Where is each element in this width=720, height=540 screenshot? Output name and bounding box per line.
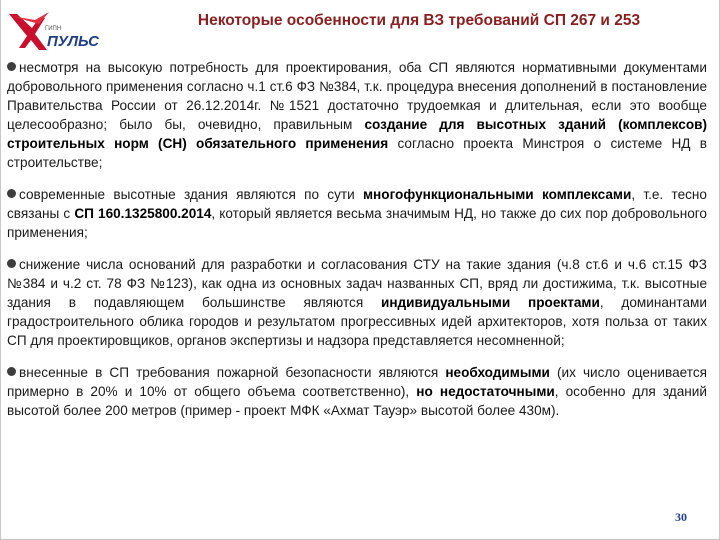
bullet-item: [7, 255, 707, 350]
slide-title: Некоторые особенности для ВЗ требований СП 267 и 253: [197, 12, 641, 29]
bullet-item: [7, 363, 707, 420]
bullet-icon: [7, 259, 16, 268]
text-segment: , который является весьма значимым НД, но также до сих пор добровольного применения;: [7, 206, 707, 240]
text-segment: внесенные в СП требования пожарной безопасности являются: [19, 365, 446, 380]
bold-text: необходимыми: [445, 365, 550, 380]
text-segment: , доминантами градостроительного облика городов и результатом прогрессивных идей архитекторов, хотя польза от таких СП для проектировщиков, органов экспертизы и надзора представляется несомненной;: [7, 295, 707, 348]
text-segment: , т.е. тесно связаны с: [7, 187, 707, 221]
bullet-item: [7, 58, 707, 172]
text-segment: снижение числа оснований для разработки и согласования СТУ на такие здания (ч.8 ст.6 и ч.6 ст.15 ФЗ №384 и ч.2 ст. 78 ФЗ №123), как одна из основных задач названных СП, вряд ли достижима, т.к. высотные здания в подавляющем большинстве являются: [7, 257, 707, 310]
text-segment: (их число оценивается примерно в 20% и 10% от общего объема соответственно),: [7, 365, 707, 399]
text-segment: , особенно для зданий высотой более 200 метров (пример - проект МФК «Ахмат Тауэр» высотой более 430м).: [7, 384, 707, 418]
bold-text: но недостаточными: [416, 384, 555, 399]
bullet-icon: [7, 367, 16, 376]
page-number: 30: [675, 510, 687, 524]
bold-text: индивидуальными проектами: [380, 295, 600, 310]
text-segment: современные высотные здания являются по сути: [19, 187, 363, 202]
logo-small-text: ГИПН: [45, 26, 62, 32]
text-segment: несмотря на высокую потребность для проектирования, оба СП являются нормативными документами добровольного применения согласно ч.1 ст.6 ФЗ №384, т.к. процедура внесения дополнений в постановление Правительства России от 26.12.2014г. №1521 достаточно трудоемкая и длительная, если это вообще целесообразно; было бы, очевидно, правильным: [7, 60, 707, 132]
bullet-item: [7, 185, 707, 242]
logo-text: ПУЛЬС: [47, 33, 99, 50]
company-logo: [5, 6, 123, 54]
text-segment: согласно проекта Минстроя о системе НД в строительстве;: [7, 136, 707, 170]
bullet-list: [7, 58, 707, 433]
bold-text: многофункциональными комплексами: [363, 187, 632, 202]
bullet-icon: [7, 189, 16, 198]
bold-text: СП 160.1325800.2014: [74, 206, 212, 221]
bullet-icon: [7, 62, 16, 71]
bold-text: создание для высотных зданий (комплексов) строительных норм (СН) обязательного применения: [7, 117, 708, 151]
